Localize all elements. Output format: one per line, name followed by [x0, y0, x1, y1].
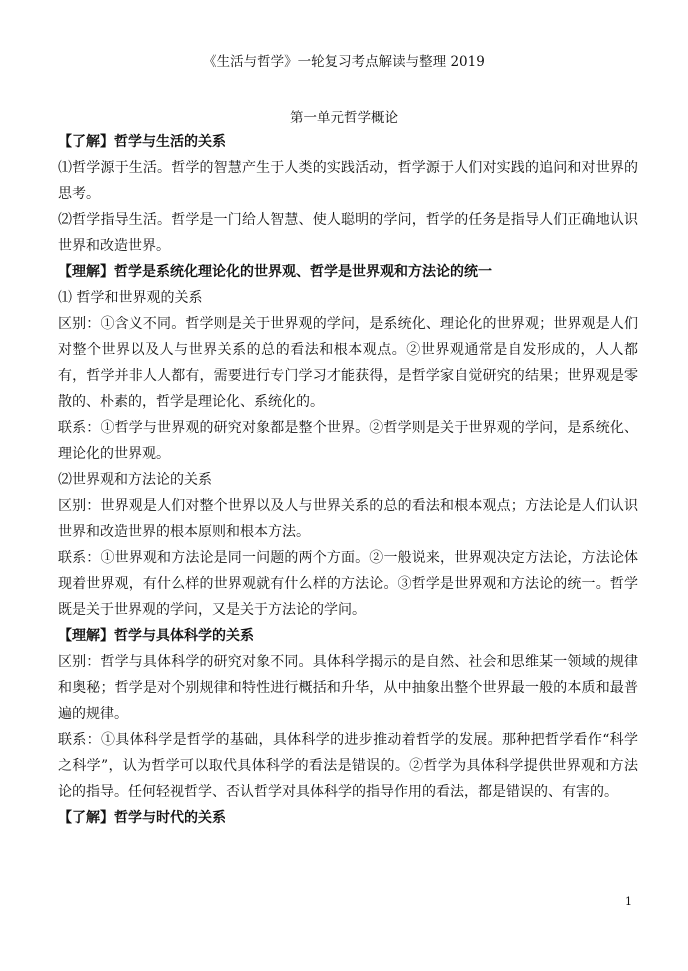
- section-heading: 【理解】哲学与具体科学的关系: [58, 628, 254, 644]
- paragraph: ⑴哲学源于生活。哲学的智慧产生于人类的实践活动，哲学源于人们对实践的追问和对世界的思考。: [58, 160, 638, 202]
- paragraph: 联系：①哲学与世界观的研究对象都是整个世界。②哲学则是关于世界观的学问，是系统化、理论化的世界观。: [58, 420, 638, 462]
- paragraph: 区别：世界观是人们对整个世界以及人与世界关系的总的看法和根本观点；方法论是人们认识世界和改造世界的根本原则和根本方法。: [58, 498, 638, 540]
- document-body: [58, 129, 638, 831]
- paragraph: 联系：①具体科学是哲学的基础，具体科学的进步推动着哲学的发展。那种把哲学看作“科学之科学”，认为哲学可以取代具体科学的看法是错误的。②哲学为具体科学提供世界观和方法论的指导。任何轻视哲学、否认哲学对具体科学的指导作用的看法，都是错误的、有害的。: [58, 732, 638, 800]
- section-heading: 【理解】哲学是系统化理论化的世界观、哲学是世界观和方法论的统一: [58, 264, 492, 280]
- document-title: 《生活与哲学》一轮复习考点解读与整理 2019: [203, 54, 485, 70]
- paragraph: ⑵哲学指导生活。哲学是一门给人智慧、使人聪明的学问，哲学的任务是指导人们正确地认识世界和改造世界。: [58, 212, 638, 254]
- paragraph: 区别：哲学与具体科学的研究对象不同。具体科学揭示的是自然、社会和思维某一领域的规律和奥秘；哲学是对个别规律和特性进行概括和升华，从中抽象出整个世界最一般的本质和最普遍的规律。: [58, 654, 638, 722]
- subsection-heading: ⑵世界观和方法论的关系: [58, 472, 212, 488]
- section-heading: 【了解】哲学与时代的关系: [58, 810, 226, 826]
- page-number: 1: [625, 895, 632, 908]
- paragraph: 联系：①世界观和方法论是同一问题的两个方面。②一般说来，世界观决定方法论，方法论体现着世界观，有什么样的世界观就有什么样的方法论。③哲学是世界观和方法论的统一。哲学既是关于世界观的学问，又是关于方法论的学问。: [58, 550, 638, 618]
- unit-title: 第一单元哲学概论: [290, 110, 398, 126]
- paragraph: 区别：①含义不同。哲学则是关于世界观的学问，是系统化、理论化的世界观；世界观是人们对整个世界以及人与世界关系的总的看法和根本观点。②世界观通常是自发形成的，人人都有，哲学并非人人都有，需要进行专门学习才能获得，是哲学家自觉研究的结果；世界观是零散的、朴素的，哲学是理论化、系统化的。: [58, 316, 638, 410]
- subsection-heading: ⑴ 哲学和世界观的关系: [58, 290, 203, 306]
- section-heading: 【了解】哲学与生活的关系: [58, 134, 226, 150]
